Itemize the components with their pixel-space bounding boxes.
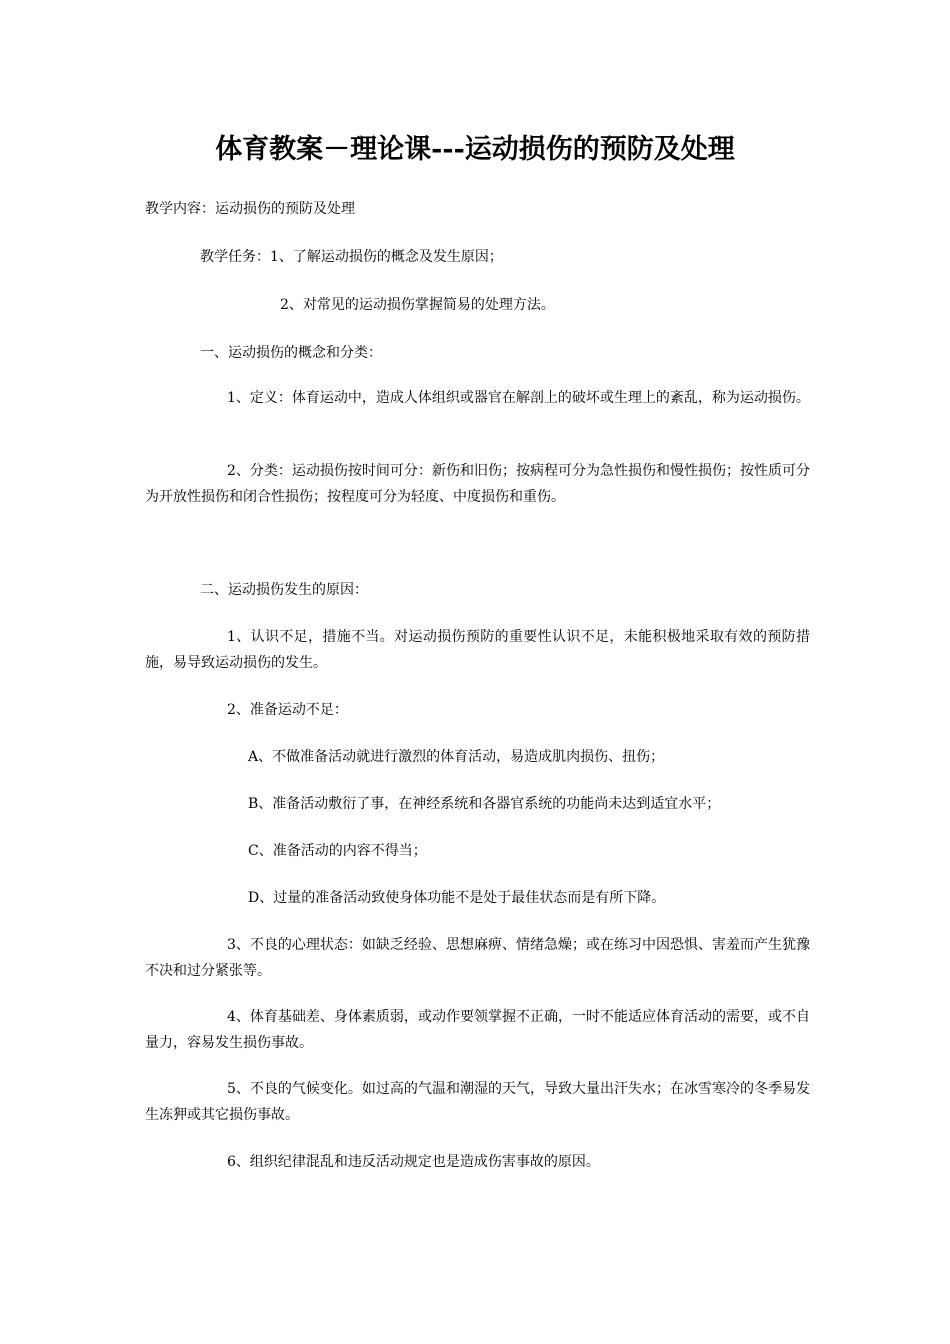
cause-2-sub-c: C、准备活动的内容不得当； [248, 843, 427, 859]
cause-3-paragraph: 3、不良的心理状态：如缺乏经验、思想麻痹、情绪急燥；或在练习中因恐惧、害羞而产生犹豫不决和过分紧张等。 [145, 937, 810, 979]
section-2-heading: 二、运动损伤发生的原因： [200, 582, 368, 598]
cause-2-sub-a: A、不做准备活动就进行激烈的体育活动，易造成肌肉损伤、扭伤； [248, 749, 665, 765]
cause-2-heading: 2、准备运动不足： [227, 702, 348, 718]
teaching-content-line: 教学内容：运动损伤的预防及处理 [145, 201, 355, 217]
cause-4-paragraph: 4、体育基础差、身体素质弱，或动作要领掌握不正确，一时不能适应体育活动的需要，或不自量力，容易发生损伤事故。 [145, 1009, 810, 1051]
section-1-definition: 1、定义：体育运动中，造成人体组织或器官在解剖上的破坏或生理上的紊乱，称为运动损伤。 [227, 390, 810, 406]
cause-2-sub-b: B、准备活动敷衍了事，在神经系统和各器官系统的功能尚未达到适宜水平； [248, 796, 721, 812]
cause-2-sub-d: D、过量的准备活动致使身体功能不是处于最佳状态而是有所下降。 [248, 890, 666, 906]
cause-5-paragraph: 5、不良的气候变化。如过高的气温和潮湿的天气，导致大量出汗失水；在冰雪寒冷的冬季易发生冻狎或其它损伤事故。 [145, 1081, 810, 1123]
document-title: 体育教案－理论课---运动损伤的预防及处理 [215, 134, 735, 165]
cause-1-paragraph: 1、认识不足，措施不当。对运动损伤预防的重要性认识不足，未能积极地采取有效的预防措施，易导致运动损伤的发生。 [145, 629, 810, 671]
section-1-heading: 一、运动损伤的概念和分类： [200, 345, 382, 361]
teaching-task-line-1: 教学任务：1、了解运动损伤的概念及发生原因； [200, 249, 503, 265]
cause-6-line: 6、组织纪律混乱和违反活动规定也是造成伤害事故的原因。 [227, 1154, 600, 1170]
section-1-classification: 2、分类：运动损伤按时间可分：新伤和旧伤；按病程可分为急性损伤和慢性损伤；按性质可分为开放性损伤和闭合性损伤；按程度可分为轻度、中度损伤和重伤。 [145, 463, 810, 505]
teaching-task-line-2: 2、对常见的运动损伤掌握简易的处理方法。 [280, 297, 555, 313]
